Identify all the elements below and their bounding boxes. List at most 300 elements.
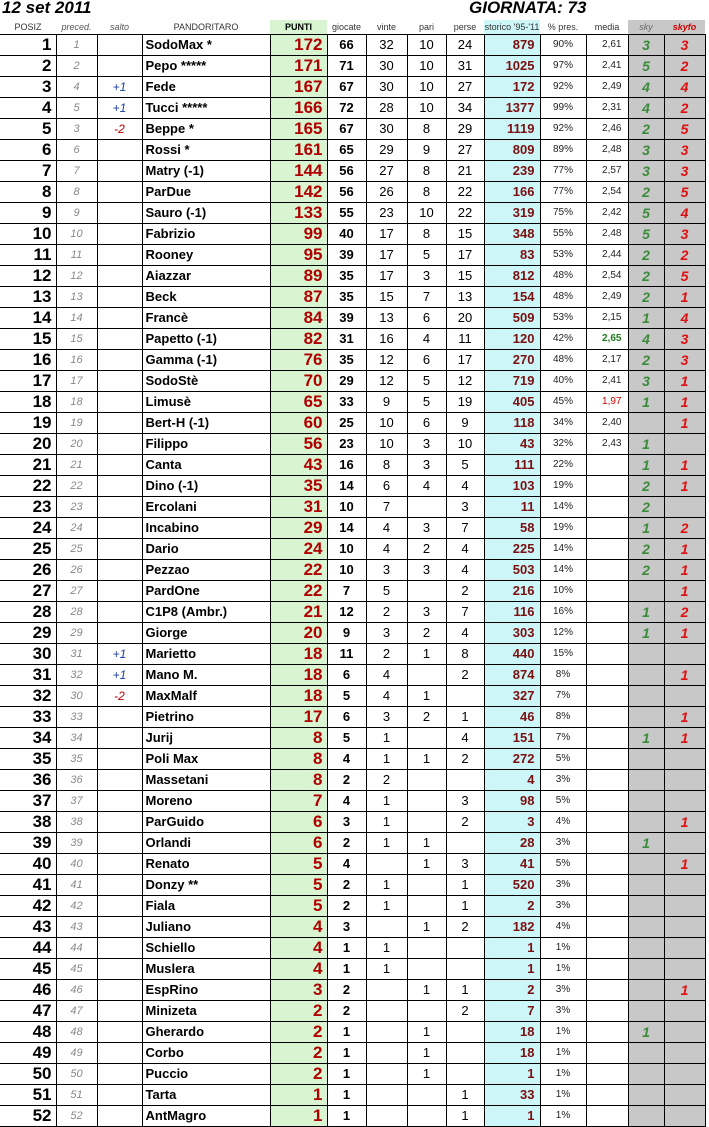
salto-cell: -2 (97, 119, 142, 140)
table-row (0, 1022, 705, 1043)
preced-cell: 12 (56, 266, 97, 287)
sky-cell: 5 (628, 203, 664, 224)
salto-cell (97, 476, 142, 497)
media-cell: 2,42 (586, 203, 628, 224)
skyfo-cell: 1 (664, 371, 705, 392)
punti-cell: 6 (270, 812, 327, 833)
media-cell (586, 896, 628, 917)
giocate-cell: 10 (327, 560, 366, 581)
table-row (0, 161, 705, 182)
media-cell: 2,41 (586, 371, 628, 392)
perse-cell: 4 (446, 539, 484, 560)
preced-cell: 10 (56, 224, 97, 245)
sky-cell: 3 (628, 161, 664, 182)
media-cell (586, 770, 628, 791)
preced-cell: 50 (56, 1064, 97, 1085)
salto-cell (97, 371, 142, 392)
pres-cell: 3% (540, 980, 586, 1001)
giocate-cell: 56 (327, 182, 366, 203)
media-cell (586, 1001, 628, 1022)
perse-cell: 2 (446, 749, 484, 770)
preced-cell: 13 (56, 287, 97, 308)
pari-cell: 1 (407, 980, 446, 1001)
position-cell: 6 (0, 140, 56, 161)
vinte-cell (366, 854, 407, 875)
pres-cell: 77% (540, 161, 586, 182)
salto-cell (97, 749, 142, 770)
punti-cell: 166 (270, 98, 327, 119)
giocate-cell: 2 (327, 770, 366, 791)
punti-cell: 84 (270, 308, 327, 329)
skyfo-cell: 1 (664, 980, 705, 1001)
media-cell (586, 1085, 628, 1106)
perse-cell: 29 (446, 119, 484, 140)
media-cell (586, 749, 628, 770)
preced-cell: 11 (56, 245, 97, 266)
preced-cell: 9 (56, 203, 97, 224)
player-name-cell: Pietrino (142, 707, 270, 728)
table-row (0, 224, 705, 245)
pari-cell: 1 (407, 854, 446, 875)
preced-cell: 47 (56, 1001, 97, 1022)
player-name-cell: AntMagro (142, 1106, 270, 1127)
storico-cell: 303 (484, 623, 540, 644)
pari-cell: 3 (407, 602, 446, 623)
vinte-cell: 30 (366, 119, 407, 140)
storico-cell: 7 (484, 1001, 540, 1022)
sky-cell (628, 938, 664, 959)
storico-cell: 1 (484, 938, 540, 959)
pari-cell: 6 (407, 308, 446, 329)
storico-cell: 270 (484, 350, 540, 371)
pres-cell: 22% (540, 455, 586, 476)
sky-cell: 3 (628, 371, 664, 392)
media-cell (586, 1043, 628, 1064)
storico-cell: 874 (484, 665, 540, 686)
preced-cell: 4 (56, 77, 97, 98)
storico-cell: 28 (484, 833, 540, 854)
preced-cell: 43 (56, 917, 97, 938)
giocate-cell: 14 (327, 476, 366, 497)
sky-cell: 1 (628, 833, 664, 854)
salto-cell (97, 518, 142, 539)
salto-cell (97, 896, 142, 917)
sky-cell (628, 749, 664, 770)
pari-cell: 1 (407, 1043, 446, 1064)
col-header-pres: % pres. (540, 20, 586, 35)
punti-cell: 82 (270, 329, 327, 350)
preced-cell: 27 (56, 581, 97, 602)
sky-cell: 1 (628, 308, 664, 329)
media-cell (586, 833, 628, 854)
vinte-cell: 1 (366, 812, 407, 833)
table-row (0, 602, 705, 623)
table-row (0, 1001, 705, 1022)
media-cell (586, 581, 628, 602)
perse-cell: 13 (446, 287, 484, 308)
perse-cell: 1 (446, 707, 484, 728)
perse-cell: 2 (446, 812, 484, 833)
vinte-cell: 7 (366, 497, 407, 518)
table-row (0, 854, 705, 875)
salto-cell: -2 (97, 686, 142, 707)
vinte-cell: 1 (366, 938, 407, 959)
table-row (0, 749, 705, 770)
perse-cell: 5 (446, 455, 484, 476)
punti-cell: 70 (270, 371, 327, 392)
media-cell: 2,57 (586, 161, 628, 182)
salto-cell (97, 1085, 142, 1106)
salto-cell (97, 1022, 142, 1043)
pari-cell (407, 665, 446, 686)
storico-cell: 154 (484, 287, 540, 308)
giocate-cell: 1 (327, 1043, 366, 1064)
pari-cell (407, 812, 446, 833)
storico-cell: 809 (484, 140, 540, 161)
pres-cell: 5% (540, 791, 586, 812)
vinte-cell (366, 1043, 407, 1064)
skyfo-cell: 4 (664, 77, 705, 98)
storico-cell: 509 (484, 308, 540, 329)
storico-cell: 405 (484, 392, 540, 413)
position-cell: 9 (0, 203, 56, 224)
skyfo-cell (664, 938, 705, 959)
skyfo-cell: 3 (664, 140, 705, 161)
sky-cell (628, 686, 664, 707)
storico-cell: 172 (484, 77, 540, 98)
preced-cell: 29 (56, 623, 97, 644)
position-cell: 13 (0, 287, 56, 308)
player-name-cell: Jurij (142, 728, 270, 749)
table-row (0, 791, 705, 812)
col-header-perse: perse (446, 20, 484, 35)
pres-cell: 15% (540, 644, 586, 665)
vinte-cell: 4 (366, 518, 407, 539)
pari-cell: 10 (407, 98, 446, 119)
salto-cell (97, 959, 142, 980)
storico-cell: 348 (484, 224, 540, 245)
preced-cell: 46 (56, 980, 97, 1001)
position-cell: 23 (0, 497, 56, 518)
skyfo-cell (664, 1085, 705, 1106)
punti-cell: 95 (270, 245, 327, 266)
giocate-cell: 5 (327, 728, 366, 749)
punti-cell: 17 (270, 707, 327, 728)
sky-cell (628, 1106, 664, 1127)
table-row (0, 980, 705, 1001)
table-row (0, 140, 705, 161)
punti-cell: 18 (270, 665, 327, 686)
player-name-cell: Filippo (142, 434, 270, 455)
perse-cell: 2 (446, 1001, 484, 1022)
player-name-cell: SodoStè (142, 371, 270, 392)
salto-cell (97, 413, 142, 434)
sky-cell (628, 1064, 664, 1085)
giocate-cell: 55 (327, 203, 366, 224)
media-cell (586, 686, 628, 707)
player-name-cell: Sauro (-1) (142, 203, 270, 224)
sky-cell (628, 707, 664, 728)
media-cell (586, 497, 628, 518)
table-row (0, 392, 705, 413)
pari-cell (407, 938, 446, 959)
skyfo-cell (664, 686, 705, 707)
position-cell: 42 (0, 896, 56, 917)
pres-cell: 7% (540, 728, 586, 749)
skyfo-cell: 3 (664, 161, 705, 182)
giocate-cell: 2 (327, 875, 366, 896)
giocate-cell: 1 (327, 1085, 366, 1106)
skyfo-cell: 4 (664, 308, 705, 329)
table-row (0, 182, 705, 203)
position-cell: 1 (0, 35, 56, 56)
preced-cell: 38 (56, 812, 97, 833)
player-name-cell: Fiala (142, 896, 270, 917)
vinte-cell: 4 (366, 686, 407, 707)
vinte-cell: 5 (366, 581, 407, 602)
media-cell: 2,43 (586, 434, 628, 455)
giocate-cell: 66 (327, 35, 366, 56)
position-cell: 7 (0, 161, 56, 182)
vinte-cell (366, 980, 407, 1001)
position-cell: 47 (0, 1001, 56, 1022)
storico-cell: 216 (484, 581, 540, 602)
table-row (0, 686, 705, 707)
preced-cell: 40 (56, 854, 97, 875)
perse-cell (446, 686, 484, 707)
storico-cell: 1 (484, 1064, 540, 1085)
position-cell: 21 (0, 455, 56, 476)
pari-cell (407, 959, 446, 980)
position-cell: 18 (0, 392, 56, 413)
salto-cell (97, 938, 142, 959)
perse-cell: 22 (446, 182, 484, 203)
preced-cell: 24 (56, 518, 97, 539)
media-cell: 2,40 (586, 413, 628, 434)
preced-cell: 30 (56, 686, 97, 707)
storico-cell: 151 (484, 728, 540, 749)
position-cell: 22 (0, 476, 56, 497)
salto-cell (97, 455, 142, 476)
punti-cell: 8 (270, 749, 327, 770)
player-name-cell: Bert-H (-1) (142, 413, 270, 434)
giocate-cell: 31 (327, 329, 366, 350)
salto-cell (97, 560, 142, 581)
salto-cell: +1 (97, 77, 142, 98)
giocate-cell: 2 (327, 1001, 366, 1022)
pres-cell: 14% (540, 539, 586, 560)
position-cell: 43 (0, 917, 56, 938)
position-cell: 28 (0, 602, 56, 623)
skyfo-cell (664, 434, 705, 455)
salto-cell: +1 (97, 98, 142, 119)
player-name-cell: Muslera (142, 959, 270, 980)
vinte-cell: 17 (366, 245, 407, 266)
giocate-cell: 65 (327, 140, 366, 161)
vinte-cell: 17 (366, 266, 407, 287)
punti-cell: 4 (270, 938, 327, 959)
punti-cell: 171 (270, 56, 327, 77)
pari-cell (407, 1106, 446, 1127)
punti-cell: 2 (270, 1001, 327, 1022)
media-cell (586, 1022, 628, 1043)
preced-cell: 33 (56, 707, 97, 728)
table-row (0, 245, 705, 266)
perse-cell: 8 (446, 644, 484, 665)
storico-cell: 98 (484, 791, 540, 812)
player-name-cell: Schiello (142, 938, 270, 959)
media-cell: 2,61 (586, 35, 628, 56)
position-cell: 32 (0, 686, 56, 707)
skyfo-cell (664, 791, 705, 812)
page-header (0, 0, 709, 20)
position-cell: 19 (0, 413, 56, 434)
perse-cell: 15 (446, 224, 484, 245)
punti-cell: 18 (270, 686, 327, 707)
sky-cell (628, 665, 664, 686)
perse-cell: 1 (446, 1085, 484, 1106)
table-row (0, 560, 705, 581)
table-row (0, 917, 705, 938)
skyfo-cell: 3 (664, 224, 705, 245)
pari-cell: 8 (407, 119, 446, 140)
storico-cell: 41 (484, 854, 540, 875)
player-name-cell: Gherardo (142, 1022, 270, 1043)
punti-cell: 24 (270, 539, 327, 560)
preced-cell: 32 (56, 665, 97, 686)
position-cell: 49 (0, 1043, 56, 1064)
skyfo-cell: 1 (664, 413, 705, 434)
perse-cell: 17 (446, 350, 484, 371)
pres-cell: 55% (540, 224, 586, 245)
giornata-label: GIORNATA: 73 (469, 0, 587, 17)
perse-cell (446, 1043, 484, 1064)
storico-cell: 58 (484, 518, 540, 539)
sky-cell: 2 (628, 287, 664, 308)
sky-cell (628, 917, 664, 938)
skyfo-cell: 3 (664, 329, 705, 350)
salto-cell (97, 329, 142, 350)
sky-cell (628, 791, 664, 812)
media-cell: 2,46 (586, 119, 628, 140)
pari-cell: 1 (407, 917, 446, 938)
skyfo-cell: 1 (664, 854, 705, 875)
preced-cell: 6 (56, 140, 97, 161)
salto-cell (97, 728, 142, 749)
pres-cell: 3% (540, 896, 586, 917)
position-cell: 14 (0, 308, 56, 329)
punti-cell: 4 (270, 959, 327, 980)
vinte-cell (366, 1022, 407, 1043)
table-row (0, 35, 705, 56)
preced-cell: 3 (56, 119, 97, 140)
preced-cell: 1 (56, 35, 97, 56)
vinte-cell: 2 (366, 602, 407, 623)
giocate-cell: 1 (327, 938, 366, 959)
pari-cell: 1 (407, 833, 446, 854)
perse-cell: 1 (446, 875, 484, 896)
salto-cell (97, 980, 142, 1001)
position-cell: 3 (0, 77, 56, 98)
salto-cell (97, 266, 142, 287)
giocate-cell: 1 (327, 959, 366, 980)
storico-cell: 2 (484, 896, 540, 917)
salto-cell (97, 1043, 142, 1064)
salto-cell: +1 (97, 644, 142, 665)
sky-cell (628, 644, 664, 665)
position-cell: 46 (0, 980, 56, 1001)
vinte-cell: 30 (366, 56, 407, 77)
media-cell: 2,44 (586, 245, 628, 266)
preced-cell: 42 (56, 896, 97, 917)
table-row (0, 896, 705, 917)
sky-cell (628, 854, 664, 875)
pari-cell (407, 497, 446, 518)
col-header-salto: salto (97, 20, 142, 35)
salto-cell (97, 707, 142, 728)
vinte-cell: 27 (366, 161, 407, 182)
table-row (0, 959, 705, 980)
player-name-cell: Massetani (142, 770, 270, 791)
vinte-cell (366, 1106, 407, 1127)
player-name-cell: Beppe * (142, 119, 270, 140)
preced-cell: 37 (56, 791, 97, 812)
punti-cell: 172 (270, 35, 327, 56)
storico-cell: 879 (484, 35, 540, 56)
table-row (0, 644, 705, 665)
skyfo-cell (664, 1064, 705, 1085)
skyfo-cell (664, 833, 705, 854)
pari-cell: 4 (407, 476, 446, 497)
vinte-cell: 29 (366, 140, 407, 161)
salto-cell: +1 (97, 665, 142, 686)
giocate-cell: 6 (327, 707, 366, 728)
media-cell (586, 1064, 628, 1085)
preced-cell: 51 (56, 1085, 97, 1106)
storico-cell: 111 (484, 455, 540, 476)
col-header-vinte: vinte (366, 20, 407, 35)
salto-cell (97, 56, 142, 77)
player-name-cell: Tucci ***** (142, 98, 270, 119)
salto-cell (97, 224, 142, 245)
sky-cell: 4 (628, 98, 664, 119)
sky-cell: 2 (628, 182, 664, 203)
position-cell: 50 (0, 1064, 56, 1085)
giocate-cell: 25 (327, 413, 366, 434)
storico-cell: 520 (484, 875, 540, 896)
storico-cell: 1119 (484, 119, 540, 140)
giocate-cell: 3 (327, 917, 366, 938)
skyfo-cell (664, 497, 705, 518)
skyfo-cell: 1 (664, 812, 705, 833)
sky-cell (628, 1043, 664, 1064)
player-name-cell: C1P8 (Ambr.) (142, 602, 270, 623)
player-name-cell: Minizeta (142, 1001, 270, 1022)
skyfo-cell: 2 (664, 518, 705, 539)
col-header-pandoritaro: PANDORITARO (142, 20, 270, 35)
pres-cell: 14% (540, 560, 586, 581)
storico-cell: 43 (484, 434, 540, 455)
table-row (0, 476, 705, 497)
pari-cell: 10 (407, 77, 446, 98)
skyfo-cell: 1 (664, 287, 705, 308)
skyfo-cell: 2 (664, 98, 705, 119)
table-row (0, 581, 705, 602)
sky-cell (628, 581, 664, 602)
media-cell (586, 455, 628, 476)
position-cell: 45 (0, 959, 56, 980)
giocate-cell: 9 (327, 623, 366, 644)
